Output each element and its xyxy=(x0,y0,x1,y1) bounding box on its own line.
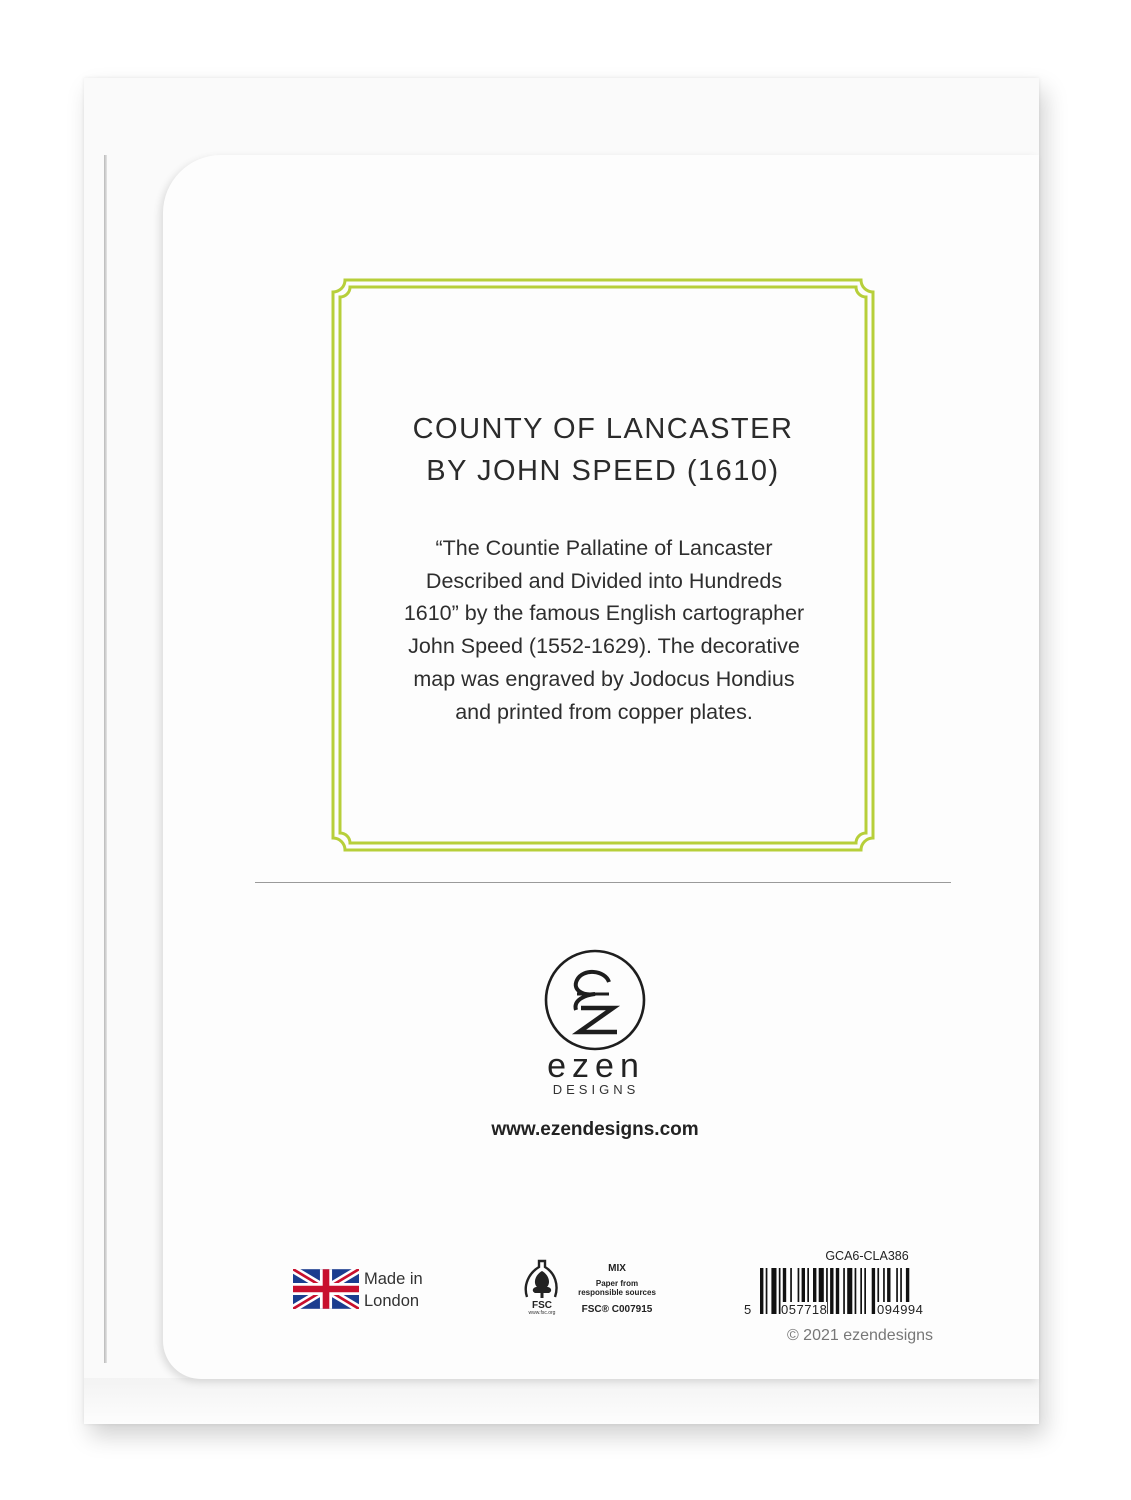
description-line: Described and Divided into Hundreds xyxy=(425,568,783,593)
barcode-bar xyxy=(843,1268,845,1314)
union-jack-flag-icon xyxy=(293,1269,359,1309)
barcode-bar xyxy=(830,1268,833,1314)
barcode-bar xyxy=(860,1268,862,1314)
barcode-bar xyxy=(766,1268,768,1314)
card-description xyxy=(348,532,860,728)
fsc-tree-icon xyxy=(519,1257,565,1315)
product-sku: GCA6-CLA386 xyxy=(825,1249,909,1263)
card-title-line-1: COUNTY OF LANCASTER xyxy=(412,413,794,445)
barcode-bar xyxy=(872,1268,875,1314)
envelope-bottom xyxy=(84,1378,1039,1424)
fsc-description-line-1: Paper from xyxy=(595,1279,639,1288)
card-title xyxy=(331,408,875,492)
barcode-bar xyxy=(864,1268,866,1314)
description-line: map was engraved by Jodocus Hondius xyxy=(413,666,795,691)
description-line: 1610” by the famous English cartographer xyxy=(403,601,805,626)
barcode-bar xyxy=(847,1268,852,1314)
barcode-bar xyxy=(855,1268,857,1314)
fsc-url: www.fsc.org xyxy=(528,1310,556,1316)
barcode-digits-right: 094994 xyxy=(877,1302,924,1317)
fsc-license-code: FSC® C007915 xyxy=(581,1304,653,1315)
brand-name: ezen xyxy=(547,1047,645,1085)
fsc-mix-label: MIX xyxy=(608,1263,626,1274)
ez-monogram-icon xyxy=(543,948,647,1052)
made-in-line-2: London xyxy=(364,1292,420,1310)
made-in-label xyxy=(364,1268,423,1312)
description-line: and printed from copper plates. xyxy=(455,699,753,724)
website-link[interactable]: www.ezendesigns.com xyxy=(491,1119,699,1140)
barcode-bar xyxy=(771,1268,776,1314)
description-line: “The Countie Pallatine of Lancaster xyxy=(435,536,773,560)
barcode-digit-first: 5 xyxy=(744,1302,752,1317)
barcode-digits-left: 057718 xyxy=(781,1302,828,1317)
brand-subname: DESIGNS xyxy=(552,1082,640,1097)
description-line: John Speed (1552-1629). The decorative xyxy=(408,634,800,659)
barcode-bar xyxy=(836,1268,839,1314)
fsc-description-line-2: responsible sources xyxy=(578,1288,656,1297)
card-title-line-2: BY JOHN SPEED (1610) xyxy=(426,455,780,487)
divider xyxy=(255,882,951,883)
copyright: © 2021 ezendesigns xyxy=(786,1327,934,1344)
envelope-edge xyxy=(104,155,107,1363)
fsc-description xyxy=(569,1279,665,1297)
barcode-bar xyxy=(760,1268,763,1314)
fsc-label: FSC xyxy=(532,1300,552,1311)
made-in-line-1: Made in xyxy=(364,1270,423,1288)
